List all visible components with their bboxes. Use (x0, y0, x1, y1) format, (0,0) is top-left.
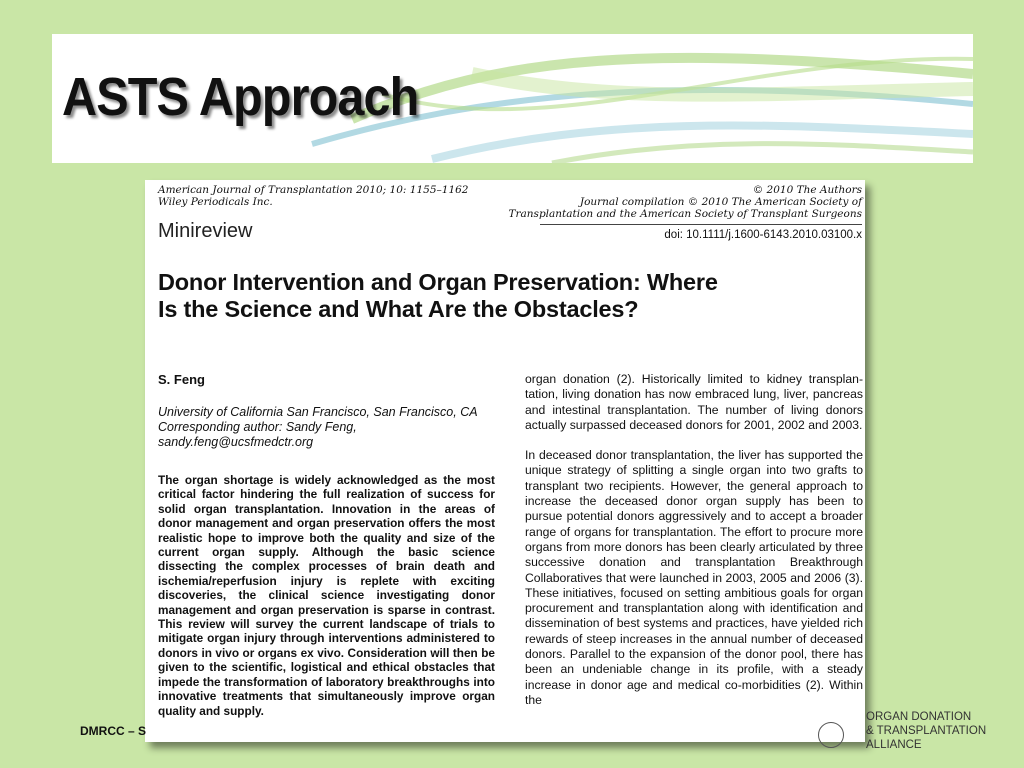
doi: doi: 10.1111/j.1600-6143.2010.03100.x (664, 229, 862, 241)
organization-logo (818, 706, 988, 756)
author-name: S. Feng (158, 372, 205, 387)
copyright-line: Journal compilation © 2010 The American Society of (579, 196, 862, 208)
copyright-notice (509, 184, 862, 220)
publisher-line: Wiley Periodicals Inc. (158, 196, 273, 208)
logo-line: ALLIANCE (866, 739, 922, 751)
title-line: Is the Science and What Are the Obstacles? (158, 296, 639, 322)
journal-line: American Journal of Transplantation 2010; 10: 1155–1162 (158, 184, 469, 196)
header-rule (540, 224, 862, 225)
abstract: The organ shortage is widely acknowledged as the most critical factor hindering the full realization of success for solid organ transplantation. Innovation in the areas of donor management and organ preservation offers the most realistic hope to improve both the quality and size of the current organ supply. Although the basic science dissecting the complex processes of brain death and ischemia/reperfusion injury is replete with exciting discoveries, the clinical science investigating donor management and organ preservation is sparse in contrast. This review will survey the current landscape of trials to mitigate organ injury through interventions administered to donors in vivo or organs ex vivo. Consideration will then be given to the scientific, logistical and ethical obstacles that impede the transformation of laboratory breakthroughs into innovative treatments that simultaneously improve organ quality and supply. (158, 473, 495, 718)
article-page (145, 180, 865, 742)
article-title (158, 269, 848, 323)
footer-text: DMRCC – S (80, 724, 147, 738)
copyright-line: Transplantation and the American Society of Transplant Surgeons (508, 208, 862, 220)
copyright-line: © 2010 The Authors (752, 184, 862, 196)
author-affiliation (158, 405, 478, 450)
affiliation-line: University of California San Francisco, San Francisco, CA (158, 405, 478, 419)
section-label: Minireview (158, 220, 253, 242)
title-line: Donor Intervention and Organ Preservation: Where (158, 269, 718, 295)
corresponding-author-line: Corresponding author: Sandy Feng, (158, 420, 357, 434)
body-paragraph: In deceased donor transplantation, the liver has supported the unique strategy of splitting a single organ into two grafts to transplant two recipients. However, the general approach to increase the deceased donor organ supply has been to pursue potential donors aggressively and to accept a broader range of organs for transplantation. The effort to procure more organs from more donors has been clearly articulated by three successive donation and transplantation Breakthrough Collaboratives that were launched in 2003, 2005 and 2006 (3). These initiatives, focused on setting ambitious goals for organ procurement and transplantation along with identification and dissemination of best systems and practices, have yielded rich rewards of steep increases in the annual number of deceased donors. Parallel to the expansion of the donor pool, there has been an undeniable change in its profile, with a steady increase in donor age and medical co-morbidities (2). Within the (525, 448, 863, 707)
body-paragraph: organ donation (2). Historically limited to kidney transplantation, living donation has now embraced lung, liver, pancreas and intestinal transplantation. The number of living donors actually surpassed deceased donors for 2001, 2002 and 2003. (525, 372, 863, 432)
slide-title: ASTS Approach (62, 67, 419, 127)
journal-citation (158, 184, 469, 208)
logo-line: & TRANSPLANTATION (866, 725, 987, 737)
logo-line: ORGAN DONATION (866, 711, 972, 723)
body-column (525, 372, 863, 723)
logo-circle-icon (818, 722, 844, 748)
logo-text (866, 710, 986, 752)
author-email: sandy.feng@ucsfmedctr.org (158, 435, 314, 449)
